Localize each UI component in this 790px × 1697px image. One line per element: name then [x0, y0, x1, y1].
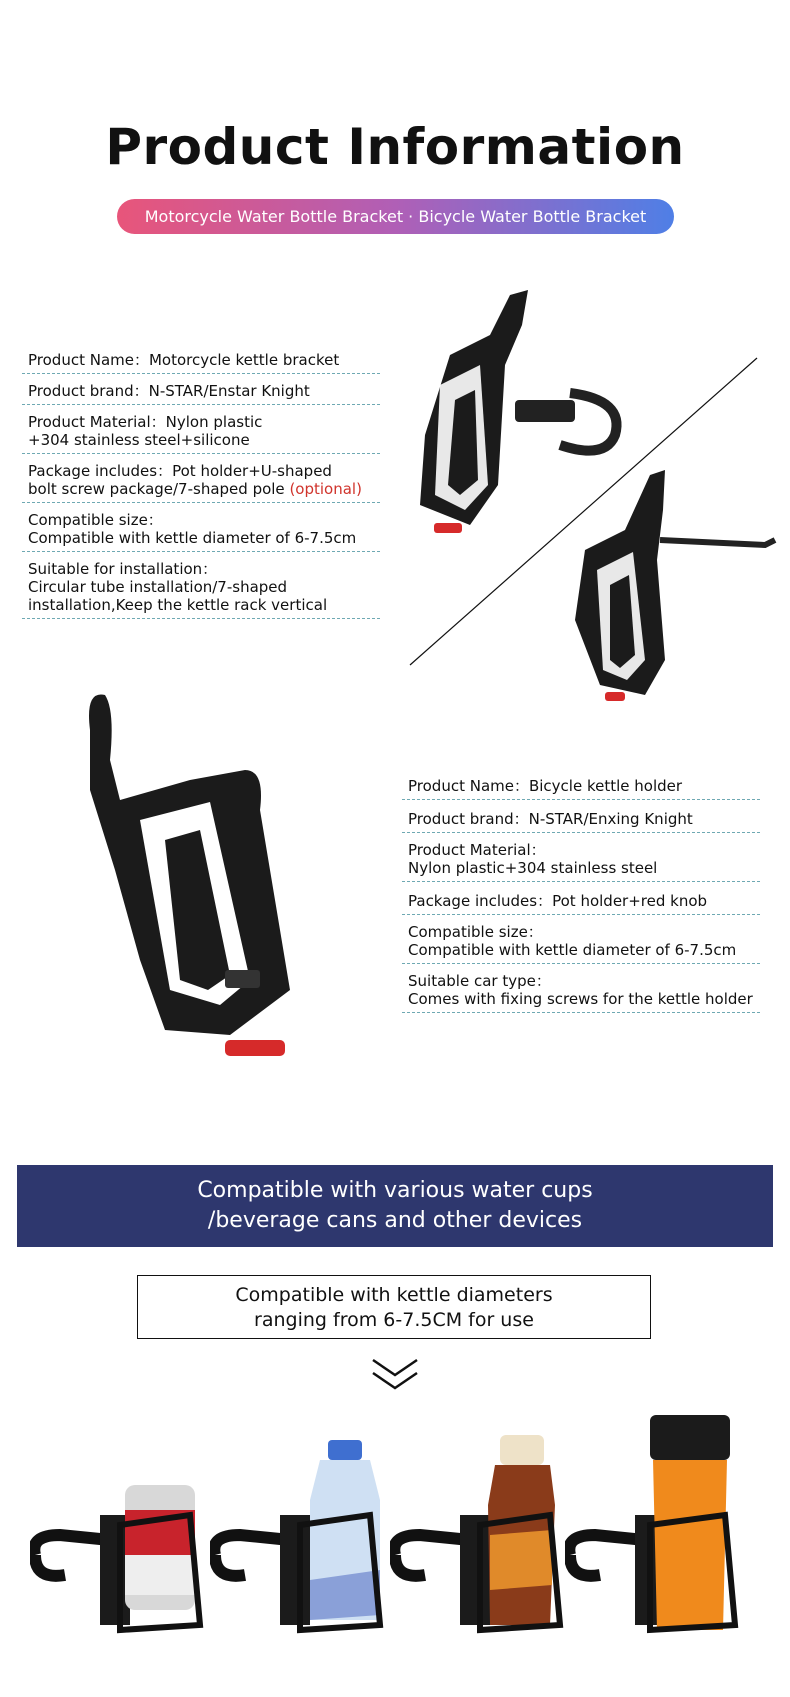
spec-row: Compatible size： Compatible with kettle diameter of 6-7.5cm [22, 507, 380, 552]
spec-row: Product Material：Nylon plastic +304 stainless steel+silicone [22, 409, 380, 454]
compatibility-banner: Compatible with various water cups /beverage cans and other devices [17, 1165, 773, 1247]
spec-row: Product Name：Bicycle kettle holder [402, 773, 760, 800]
spec-row: Package includes：Pot holder+red knob [402, 888, 760, 915]
spec-row: Compatible size： Compatible with kettle diameter of 6-7.5cm [402, 919, 760, 964]
spec-row: Package includes：Pot holder+U-shaped bolt screw package/7-shaped pole (optional) [22, 458, 380, 503]
page-title: Product Information [105, 118, 685, 176]
holder-with-drink-bottle-image [390, 1435, 570, 1635]
holder-with-water-bottle-image [210, 1440, 390, 1635]
holder-with-tumbler-image [565, 1415, 745, 1635]
spec-row: Product Name：Motorcycle kettle bracket [22, 347, 380, 374]
double-chevron-down-icon [370, 1355, 420, 1395]
bicycle-spec-list [402, 773, 760, 1013]
spec-row: Product brand：N-STAR/Enxing Knight [402, 806, 760, 833]
holder-with-can-image [30, 1455, 210, 1635]
bicycle-bracket-small-image [565, 460, 780, 705]
bicycle-bracket-large-image [70, 690, 330, 1070]
diameter-note-box: Compatible with kettle diameters ranging from 6-7.5CM for use [137, 1275, 651, 1339]
spec-row: Suitable for installation： Circular tube installation/7-shaped installation,Keep the kettle rack vertical [22, 556, 380, 619]
spec-row: Product brand：N-STAR/Enstar Knight [22, 378, 380, 405]
optional-tag: (optional) [289, 480, 362, 498]
spec-row: Product Material： Nylon plastic+304 stainless steel [402, 837, 760, 882]
product-subtitle-badge: Motorcycle Water Bottle Bracket · Bicycle Water Bottle Bracket [117, 199, 674, 234]
spec-row: Suitable car type： Comes with fixing screws for the kettle holder [402, 968, 760, 1013]
